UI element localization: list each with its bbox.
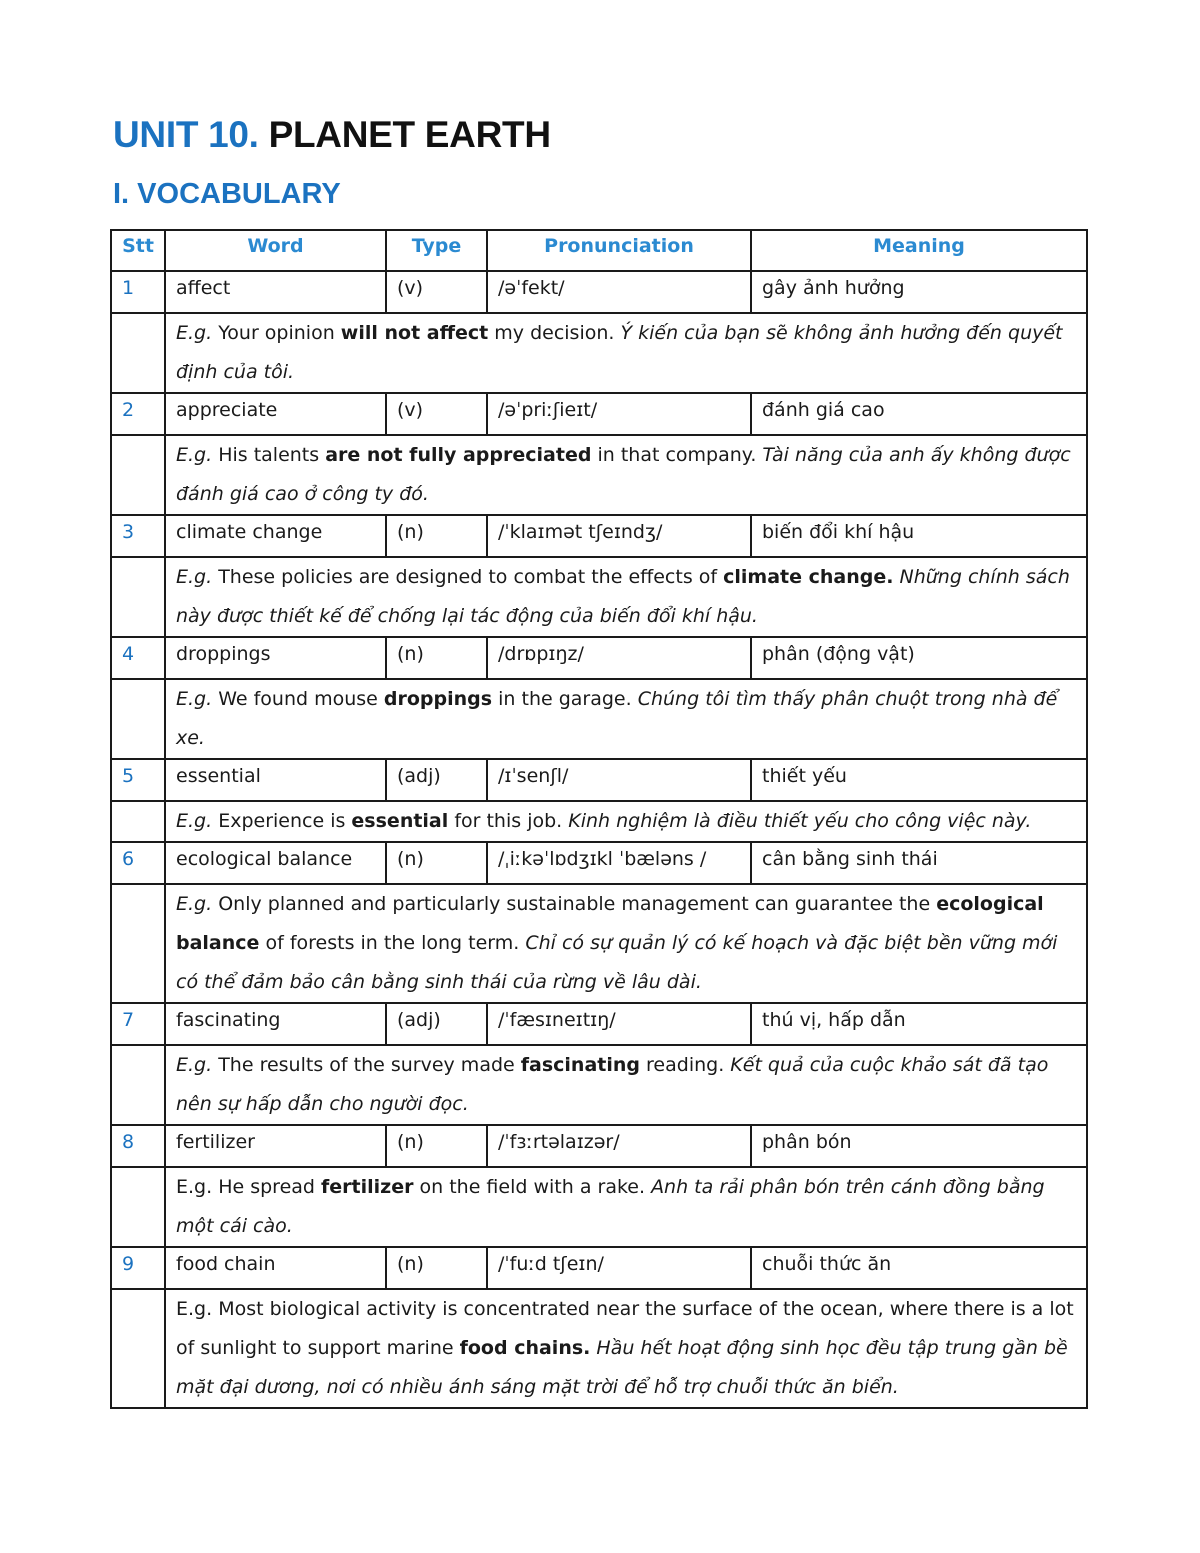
vocabulary-table	[110, 229, 1088, 1409]
example-row	[111, 801, 1087, 842]
word-cell: climate change	[165, 515, 386, 557]
table-row	[111, 759, 1087, 801]
table-row	[111, 393, 1087, 435]
example-text-after: of forests in the long term.	[259, 932, 526, 954]
unit-number: UNIT 10.	[113, 114, 259, 155]
example-translation: Kết quả của cuộc khảo sát đã tạo nên sự hấp dẫn cho người đọc.	[176, 1054, 1049, 1115]
type-cell: (v)	[386, 271, 487, 313]
table-row	[111, 515, 1087, 557]
example-stt-cell	[111, 313, 165, 393]
example-stt-cell	[111, 679, 165, 759]
example-stt-cell	[111, 801, 165, 842]
example-row	[111, 884, 1087, 1003]
header-word: Word	[165, 230, 386, 271]
example-row	[111, 1167, 1087, 1247]
type-cell: (v)	[386, 393, 487, 435]
example-sentence	[165, 679, 1087, 759]
example-keyword: droppings	[383, 688, 493, 710]
example-text-before: The results of the survey made	[212, 1054, 521, 1076]
example-translation: Chúng tôi tìm thấy phân chuột trong nhà để xe.	[176, 688, 1058, 749]
example-text-before: Your opinion	[212, 322, 341, 344]
example-text-after: reading.	[640, 1054, 731, 1076]
type-cell: (adj)	[386, 759, 487, 801]
example-translation: Hầu hết hoạt động sinh học đều tập trung gần bề mặt đại dương, nơi có nhiều ánh sáng mặt trời để hỗ trợ chuỗi thức ăn biển.	[176, 1337, 1068, 1398]
example-translation: Tài năng của anh ấy không được đánh giá cao ở công ty đó.	[176, 444, 1071, 505]
example-keyword: fascinating	[520, 1054, 640, 1076]
example-stt-cell	[111, 557, 165, 637]
stt-cell: 3	[111, 515, 165, 557]
example-text-after: on the field with a rake.	[413, 1176, 652, 1198]
example-translation: Chỉ có sự quản lý có kế hoạch và đặc biệt bền vững mới có thể đảm bảo cân bằng sinh thái của rừng về lâu dài.	[176, 932, 1058, 993]
header-type: Type	[386, 230, 487, 271]
example-row	[111, 435, 1087, 515]
example-stt-cell	[111, 1289, 165, 1408]
stt-cell: 5	[111, 759, 165, 801]
example-text-before: His talents	[212, 444, 326, 466]
table-row	[111, 1125, 1087, 1167]
section-title: I. VOCABULARY	[113, 178, 341, 210]
example-text-after: in that company.	[591, 444, 763, 466]
type-cell: (n)	[386, 1125, 487, 1167]
example-row	[111, 557, 1087, 637]
example-row	[111, 1045, 1087, 1125]
meaning-cell: đánh giá cao	[751, 393, 1087, 435]
example-row	[111, 679, 1087, 759]
example-prefix: E.g.	[176, 566, 213, 588]
header-meaning: Meaning	[751, 230, 1087, 271]
word-cell: droppings	[165, 637, 386, 679]
type-cell: (n)	[386, 637, 487, 679]
word-cell: food chain	[165, 1247, 386, 1289]
example-keyword: ecological balance	[176, 893, 1044, 954]
pronunciation-cell: /ˈklaɪmət tʃeɪndʒ/	[487, 515, 751, 557]
example-text-before: These policies are designed to combat the effects of	[212, 566, 724, 588]
example-text-after: for this job.	[448, 810, 569, 832]
word-cell: affect	[165, 271, 386, 313]
type-cell: (n)	[386, 515, 487, 557]
word-cell: fertilizer	[165, 1125, 386, 1167]
example-row	[111, 313, 1087, 393]
example-sentence	[165, 1045, 1087, 1125]
example-prefix: E.g.	[176, 444, 213, 466]
example-keyword: will not affect	[340, 322, 489, 344]
vocabulary-table-body	[111, 271, 1087, 1408]
example-row	[111, 1289, 1087, 1408]
meaning-cell: phân bón	[751, 1125, 1087, 1167]
example-keyword: are not fully appreciated	[325, 444, 592, 466]
meaning-cell: cân bằng sinh thái	[751, 842, 1087, 884]
meaning-cell: phân (động vật)	[751, 637, 1087, 679]
pronunciation-cell: /drɒpɪŋz/	[487, 637, 751, 679]
example-translation: Kinh nghiệm là điều thiết yếu cho công việc này.	[568, 810, 1032, 832]
stt-cell: 9	[111, 1247, 165, 1289]
pronunciation-cell: /ˈfuːd tʃeɪn/	[487, 1247, 751, 1289]
header-stt: Stt	[111, 230, 165, 271]
example-keyword: essential	[351, 810, 449, 832]
example-prefix: E.g.	[176, 893, 213, 915]
example-text-before: He spread	[212, 1176, 321, 1198]
table-row	[111, 1003, 1087, 1045]
example-translation: Ý kiến của bạn sẽ không ảnh hưởng đến quyết định của tôi.	[176, 322, 1063, 383]
type-cell: (adj)	[386, 1003, 487, 1045]
example-prefix: E.g.	[176, 688, 213, 710]
table-row	[111, 271, 1087, 313]
type-cell: (n)	[386, 842, 487, 884]
example-prefix: E.g.	[176, 322, 213, 344]
pronunciation-cell: /ɪˈsenʃl/	[487, 759, 751, 801]
example-prefix: E.g.	[176, 1176, 213, 1198]
stt-cell: 8	[111, 1125, 165, 1167]
pronunciation-cell: /əˈpriːʃieɪt/	[487, 393, 751, 435]
example-text-after: in the garage.	[492, 688, 638, 710]
example-stt-cell	[111, 435, 165, 515]
table-row	[111, 637, 1087, 679]
example-text-before: Experience is	[212, 810, 352, 832]
meaning-cell: thiết yếu	[751, 759, 1087, 801]
example-translation: Những chính sách này được thiết kế để chống lại tác động của biến đổi khí hậu.	[176, 566, 1070, 627]
pronunciation-cell: /ˈfɜːrtəlaɪzər/	[487, 1125, 751, 1167]
meaning-cell: gây ảnh hưởng	[751, 271, 1087, 313]
example-sentence	[165, 1289, 1087, 1408]
stt-cell: 6	[111, 842, 165, 884]
unit-name: PLANET EARTH	[258, 114, 551, 155]
example-keyword: climate change.	[723, 566, 894, 588]
pronunciation-cell: /ˈfæsɪneɪtɪŋ/	[487, 1003, 751, 1045]
example-sentence	[165, 557, 1087, 637]
example-sentence	[165, 884, 1087, 1003]
example-prefix: E.g.	[176, 1298, 213, 1320]
example-text-before: We found mouse	[212, 688, 384, 710]
example-prefix: E.g.	[176, 810, 213, 832]
example-sentence	[165, 435, 1087, 515]
example-stt-cell	[111, 1167, 165, 1247]
word-cell: ecological balance	[165, 842, 386, 884]
example-stt-cell	[111, 884, 165, 1003]
example-prefix: E.g.	[176, 1054, 213, 1076]
example-sentence	[165, 1167, 1087, 1247]
word-cell: appreciate	[165, 393, 386, 435]
example-stt-cell	[111, 1045, 165, 1125]
table-header-row	[111, 230, 1087, 271]
meaning-cell: chuỗi thức ăn	[751, 1247, 1087, 1289]
stt-cell: 2	[111, 393, 165, 435]
pronunciation-cell: /əˈfekt/	[487, 271, 751, 313]
word-cell: fascinating	[165, 1003, 386, 1045]
example-sentence	[165, 313, 1087, 393]
table-row	[111, 842, 1087, 884]
stt-cell: 4	[111, 637, 165, 679]
meaning-cell: thú vị, hấp dẫn	[751, 1003, 1087, 1045]
example-translation: Anh ta rải phân bón trên cánh đồng bằng một cái cào.	[176, 1176, 1045, 1237]
example-sentence	[165, 801, 1087, 842]
example-keyword: food chains.	[459, 1337, 591, 1359]
table-row	[111, 1247, 1087, 1289]
unit-title	[113, 112, 551, 158]
header-pronunciation: Pronunciation	[487, 230, 751, 271]
word-cell: essential	[165, 759, 386, 801]
example-keyword: fertilizer	[321, 1176, 414, 1198]
stt-cell: 1	[111, 271, 165, 313]
pronunciation-cell: /ˌiːkəˈlɒdʒɪkl ˈbæləns /	[487, 842, 751, 884]
stt-cell: 7	[111, 1003, 165, 1045]
meaning-cell: biến đổi khí hậu	[751, 515, 1087, 557]
type-cell: (n)	[386, 1247, 487, 1289]
example-text-before: Most biological activity is concentrated near the surface of the ocean, where there is a lot of sunlight to support marine	[176, 1298, 1074, 1359]
example-text-after: my decision.	[488, 322, 621, 344]
example-text-before: Only planned and particularly sustainable management can guarantee the	[212, 893, 937, 915]
